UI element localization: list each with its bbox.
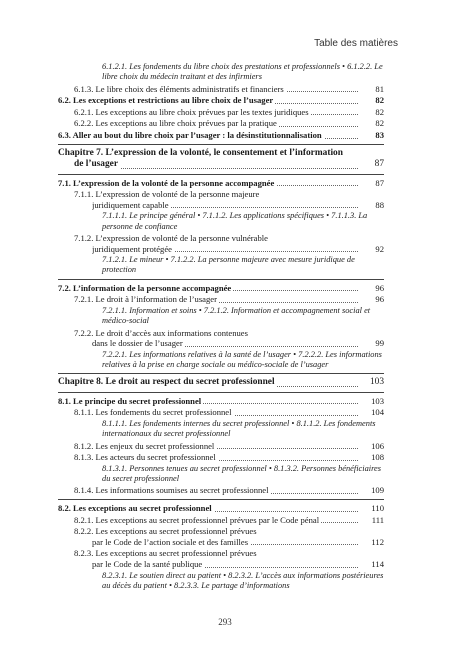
toc-chapter-8[interactable]: Chapitre 8. Le droit au respect du secret professionnel 103 [58, 377, 384, 388]
toc-entry-8-1-2[interactable]: 8.1.2. Les enjeux du secret professionnel 106 [74, 440, 384, 451]
toc-subsections-7-1-2: 7.1.2.1. Le mineur • 7.1.2.2. La personne majeure avec mesure juridique de protection [102, 255, 355, 275]
toc-entry-8-2-1[interactable]: 8.2.1. Les exceptions au secret professionnel prévues par le Code pénal 111 [74, 514, 384, 525]
toc-entry-8-2[interactable]: 8.2. Les exceptions au secret professionnel 110 [58, 502, 384, 513]
toc-entry-7-1-2[interactable]: 7.1.2. L’expression de volonté de la personne vulnérable juridiquement protégée 92 [74, 232, 384, 254]
toc-entry-8-1-3[interactable]: 8.1.3. Les acteurs du secret professionnel 108 [74, 452, 384, 463]
section-divider [58, 174, 384, 175]
toc-entry-6-2-2[interactable]: 6.2.2. Les exceptions au libre choix prévues par la pratique 82 [74, 118, 384, 129]
section-divider [58, 373, 384, 374]
toc-entry-6-2-1[interactable]: 6.2.1. Les exceptions au libre choix prévues par les textes juridiques 82 [74, 106, 384, 117]
toc-entry-8-1-4[interactable]: 8.1.4. Les informations soumises au secret professionnel 109 [74, 485, 384, 496]
toc-entry-7-1[interactable]: 7.1. L’expression de la volonté de la personne accompagnée 87 [58, 177, 384, 188]
toc-entry-6-1-3[interactable]: 6.1.3. Le libre choix des éléments administratifs et financiers 81 [74, 83, 384, 94]
running-header: Table des matières [314, 38, 398, 49]
section-divider [58, 279, 384, 280]
table-of-contents [58, 62, 384, 592]
toc-chapter-7[interactable]: Chapitre 7. L’expression de la volonté, le consentement et l’information de l’usager 87 [58, 147, 384, 170]
toc-subsections-8-1-1: 8.1.1.1. Les fondements internes du secret professionnel • 8.1.1.2. Les fondements internationaux du secret professionnel [102, 418, 376, 439]
toc-entry-7-2-2[interactable]: 7.2.2. Le droit d’accès aux informations contenues dans le dossier de l’usager 99 [74, 327, 384, 349]
toc-entry-8-1-1[interactable]: 8.1.1. Les fondements du secret professionnel 104 [74, 407, 384, 418]
toc-entry-7-2-1[interactable]: 7.2.1. Le droit à l’information de l’usager 96 [74, 294, 384, 305]
toc-subsections-8-1-3: 8.1.3.1. Personnes tenues au secret professionnel • 8.1.3.2. Personnes bénéficiaires du secret professionnel [102, 463, 382, 484]
toc-subsections-7-1-1: 7.1.1.1. Le principe général • 7.1.1.2. Les applications spécifiques • 7.1.1.3. La personne de confiance [102, 211, 368, 231]
page-number: 293 [218, 617, 232, 627]
toc-entry-6-3[interactable]: 6.3. Aller au bout du libre choix par l’usager : la désinstitutionnalisation 83 [58, 129, 384, 140]
toc-entry-7-1-1[interactable]: 7.1.1. L’expression de volonté de la personne majeure juridiquement capable 88 [74, 189, 384, 210]
toc-subsections-7-2-2: 7.2.2.1. Les informations relatives à la santé de l’usager • 7.2.2.2. Les informations relatives à la prise en charge sociale ou médico-sociale de l’usager [102, 349, 382, 369]
section-divider [58, 392, 384, 393]
toc-entry-8-2-3[interactable]: 8.2.3. Les exceptions au secret professionnel prévues par le Code de la santé publique 114 [74, 548, 384, 569]
toc-subsections-6-1-2: 6.1.2.1. Les fondements du libre choix des prestations et professionnels • 6.1.2.2. Le libre choix du médecin traitant et des infirmiers [102, 62, 383, 82]
toc-entry-6-2[interactable]: 6.2. Les exceptions et restrictions au libre choix de l’usager 82 [58, 95, 384, 106]
toc-entry-7-2[interactable]: 7.2. L’information de la personne accompagnée 96 [58, 282, 384, 293]
toc-entry-8-1[interactable]: 8.1. Le principe du secret professionnel 103 [58, 395, 384, 406]
toc-entry-8-2-2[interactable]: 8.2.2. Les exceptions au secret professionnel prévues par le Code de l’action sociale et des familles 112 [74, 526, 384, 547]
section-divider [58, 144, 384, 145]
toc-subsections-8-2-3: 8.2.3.1. Le soutien direct au patient • 8.2.3.2. L’accès aux informations postérieures au décès du patient • 8.2.3.3. Le partage d’informations [102, 570, 384, 590]
toc-subsections-7-2-1: 7.2.1.1. Information et soins • 7.2.1.2. Information et accompagnement social et médico-social [102, 305, 371, 326]
section-divider [58, 499, 384, 500]
